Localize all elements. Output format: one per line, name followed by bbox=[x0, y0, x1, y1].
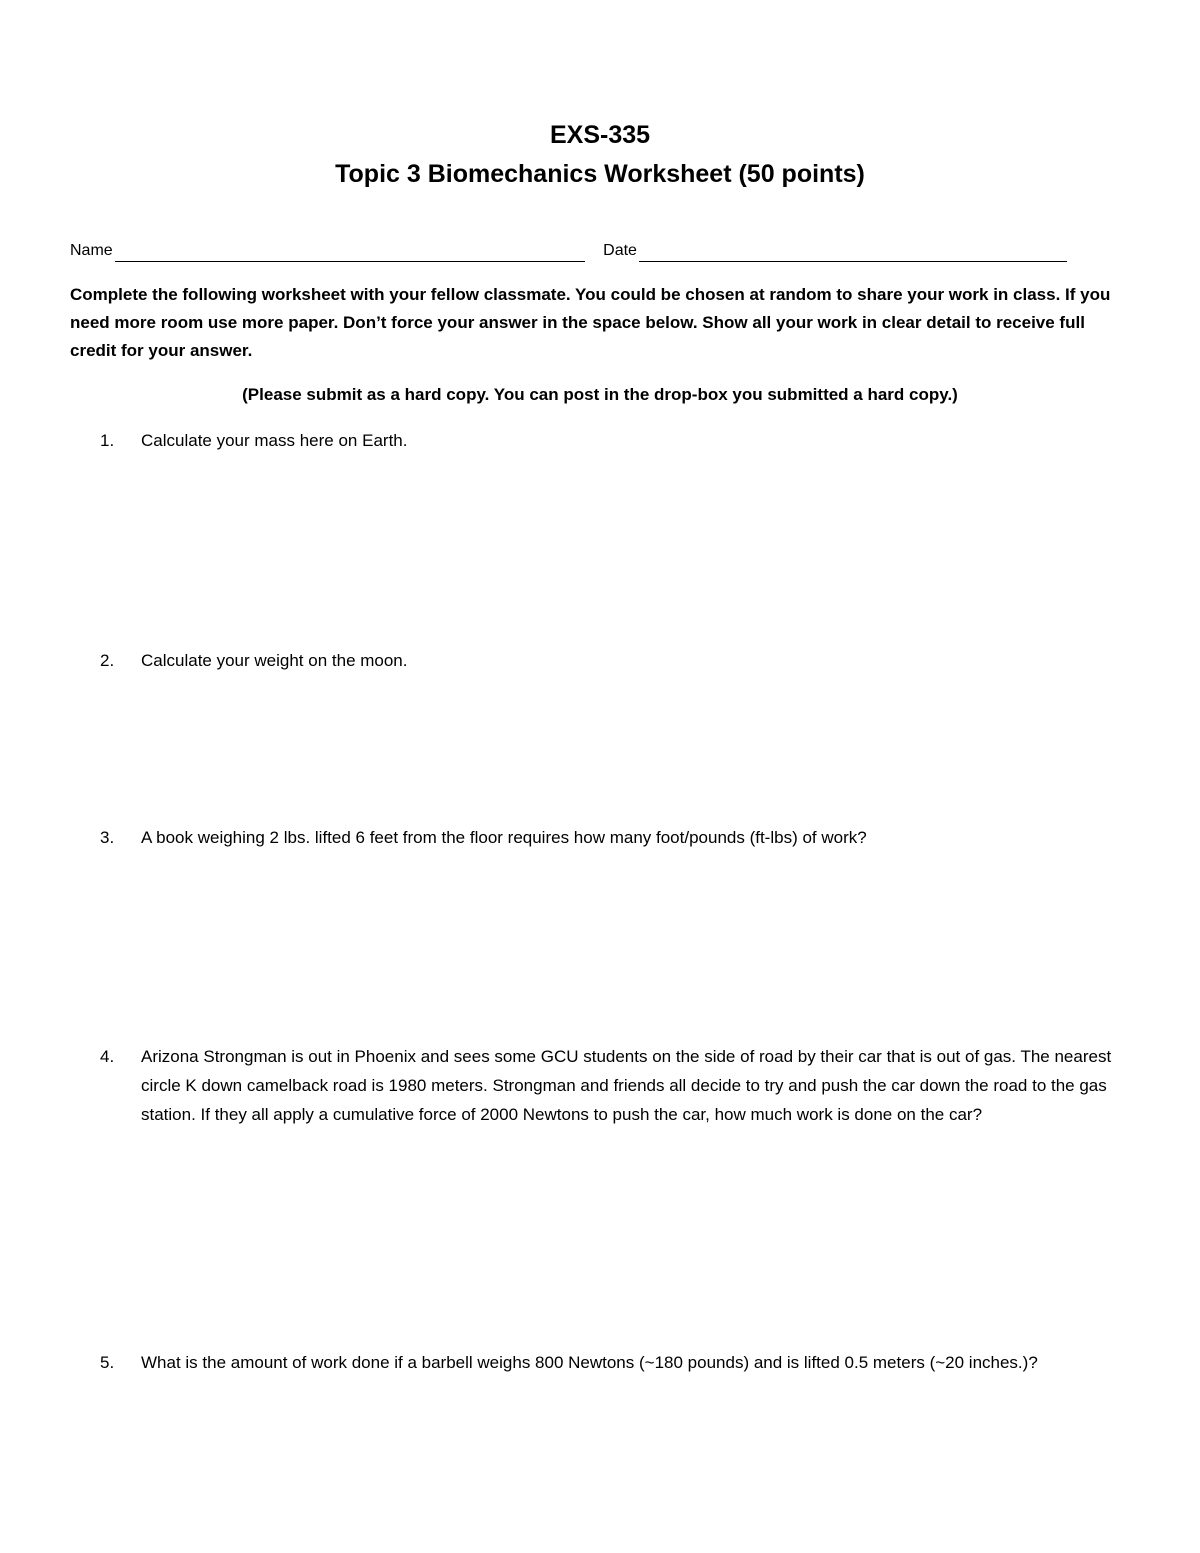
question-text: Arizona Strongman is out in Phoenix and sees some GCU students on the side of road by their car that is out of gas. The nearest circle K down camelback road is 1980 meters. Strongman and friends all decide to try and push the car down the road to the gas station. If they all apply a cumulative force of 2000 Newtons to push the car, how much work is done on the car? bbox=[141, 1047, 1112, 1124]
question-4 bbox=[100, 1042, 1130, 1129]
question-text: What is the amount of work done if a barbell weighs 800 Newtons (~180 pounds) and is lifted 0.5 meters (~20 inches.)? bbox=[141, 1353, 1038, 1372]
question-text: Calculate your weight on the moon. bbox=[141, 651, 408, 670]
worksheet-title: Topic 3 Biomechanics Worksheet (50 points) bbox=[335, 160, 865, 188]
question-1 bbox=[100, 426, 1130, 455]
question-text: A book weighing 2 lbs. lifted 6 feet from the floor requires how many foot/pounds (ft-lbs) of work? bbox=[141, 828, 867, 847]
question-5 bbox=[100, 1348, 1130, 1377]
question-number: 5. bbox=[100, 1353, 115, 1372]
name-label: Name bbox=[70, 242, 113, 259]
question-3 bbox=[100, 823, 1130, 852]
question-number: 1. bbox=[100, 431, 115, 450]
question-text: Calculate your mass here on Earth. bbox=[141, 431, 408, 450]
question-number: 3. bbox=[100, 828, 115, 847]
instructions-paragraph: Complete the following worksheet with your fellow classmate. You could be chosen at random to share your work in class. If you need more room use more paper. Don’t force your answer in the space below. Show all your work in clear detail to receive full credit for your answer. bbox=[70, 285, 1111, 360]
date-field[interactable] bbox=[639, 243, 1067, 262]
name-field[interactable] bbox=[115, 243, 585, 262]
question-2 bbox=[100, 646, 1130, 675]
date-label: Date bbox=[603, 242, 637, 259]
course-code: EXS-335 bbox=[549, 121, 651, 149]
question-number: 4. bbox=[100, 1047, 115, 1066]
name-date-row bbox=[70, 240, 1130, 262]
submit-note: (Please submit as a hard copy. You can post in the drop-box you submitted a hard copy.) bbox=[242, 385, 958, 404]
question-number: 2. bbox=[100, 651, 115, 670]
